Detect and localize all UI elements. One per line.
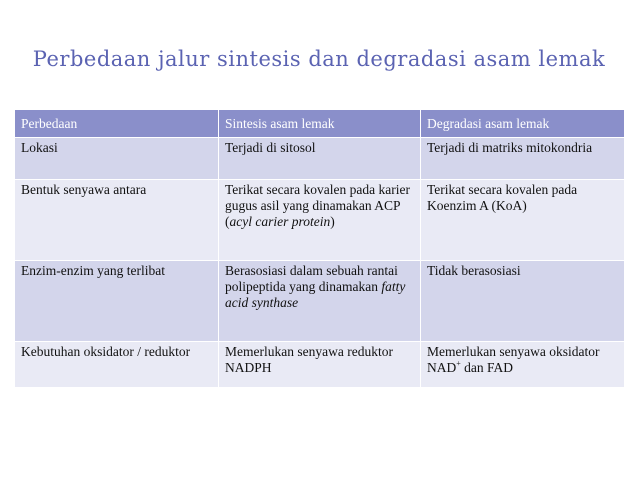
cell-sintesis: Memerlukan senyawa reduktor NADPH — [219, 341, 421, 387]
table-row — [15, 137, 624, 179]
cell-italic-text: fatty acid synthase — [225, 279, 406, 310]
table-row — [15, 179, 624, 260]
cell-degradasi: Terjadi di matriks mitokondria — [421, 137, 624, 179]
table-row — [15, 341, 624, 387]
cell-text: Terikat secara kovalen pada karier gugus asil yang dinamakan ACP ( — [225, 182, 410, 229]
cell-text: Memerlukan senyawa oksidator NAD — [427, 344, 600, 375]
cell-aspect: Kebutuhan oksidator / reduktor — [15, 341, 219, 387]
superscript-plus: + — [456, 359, 461, 368]
table-header-row — [15, 110, 624, 137]
cell-aspect: Bentuk senyawa antara — [15, 179, 219, 260]
cell-degradasi — [421, 341, 624, 387]
cell-aspect: Lokasi — [15, 137, 219, 179]
cell-degradasi: Terikat secara kovalen pada Koenzim A (KoA) — [421, 179, 624, 260]
cell-sintesis: Terjadi di sitosol — [219, 137, 421, 179]
cell-text-after: ) — [330, 214, 335, 229]
cell-aspect: Enzim-enzim yang terlibat — [15, 260, 219, 341]
cell-sintesis — [219, 179, 421, 260]
cell-text: Berasosiasi dalam sebuah rantai polipeptida yang dinamakan — [225, 263, 398, 294]
slide-title: Perbedaan jalur sintesis dan degradasi asam lemak — [32, 47, 606, 71]
cell-text-after: dan FAD — [460, 360, 514, 375]
cell-sintesis — [219, 260, 421, 341]
header-sintesis: Sintesis asam lemak — [219, 110, 421, 137]
cell-italic-text: acyl carier protein — [229, 214, 331, 229]
table-row — [15, 260, 624, 341]
comparison-table — [15, 110, 624, 387]
header-perbedaan: Perbedaan — [15, 110, 219, 137]
cell-degradasi: Tidak berasosiasi — [421, 260, 624, 341]
header-degradasi: Degradasi asam lemak — [421, 110, 624, 137]
